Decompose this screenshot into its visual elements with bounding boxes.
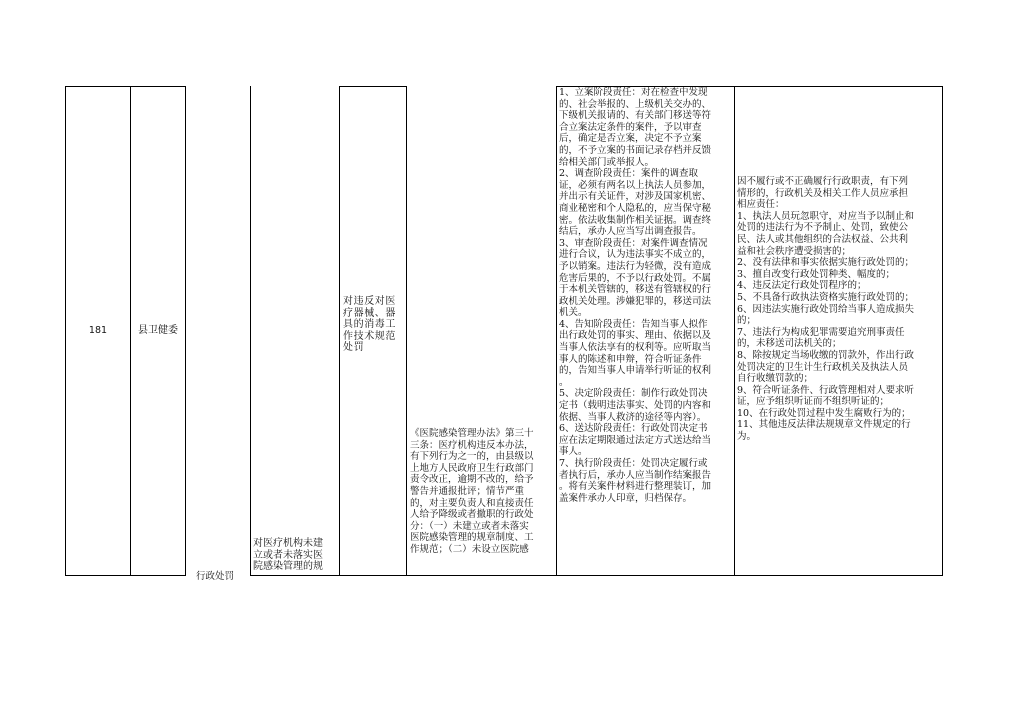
column-divider	[339, 86, 340, 576]
column-divider	[250, 86, 251, 576]
column-divider	[556, 86, 557, 576]
accountability-cell: 因不履行或不正确履行行政职责，有下列 情形的，行政机关及相关工作人员应承担 相应责任： 1、执法人员玩忽职守，对应当予以制止和 处罚的违法行为不予制止、处罚，致使公 民、法人或其他组织的合法权益、公共利 益和社会秩序遭受损害的； 2、没有法律和事实依据实施行政处罚的； 3、擅自改变行政处罚种类、幅度的； 4、违反法定行政处罚程序的； 5、不具备行政执法资格实施行政处罚的； 6、因违法实施行政处罚给当事人造成损失 的； 7、违法行为构成犯罪需要追究刑事责任 的，未移送司法机关的； 8、除按规定当场收缴的罚款外，作出行政 处罚决定的卫生计生行政机关及执法人员 自行收缴罚款的； 9、符合听证条件、行政管理相对人要求听 证，应予组织听证而不组织听证的； 10、在行政处罚过程中发生腐败行为的； 11、其他违反法律法规规章文件规定的行 为。	[737, 176, 915, 443]
column-divider	[130, 86, 131, 576]
row-number: 181	[88, 325, 108, 336]
matter-cell-primary: 对违反对医 疗器械、器 具的消毒工 作技术规范 处罚	[343, 296, 396, 354]
table-border-bottom	[65, 575, 186, 576]
matter-cell-secondary: 对医疗机构未建 立或者未落实医 院感染管理的规	[253, 538, 323, 573]
column-divider	[734, 86, 735, 576]
column-divider	[185, 86, 186, 576]
category-cell: 行政处罚	[196, 571, 235, 582]
table-border-bottom	[250, 575, 943, 576]
department-cell: 县卫健委	[138, 325, 178, 336]
table-border-top	[65, 86, 186, 87]
table-border-top	[339, 86, 407, 87]
column-divider	[406, 86, 407, 576]
responsibility-cell: 1、立案阶段责任：对在检查中发现 的、社会举报的、上级机关交办的、 下级机关报请的、有关部门移送等符 合立案法定条件的案件，予以审查 后，确定是否立案，决定不予立案 的，不予立案的书面记录存档并反馈 给相关部门或举报人。 2、调查阶段责任：案件的调查取 证，必须有两名以上执法人员参加， 并出示有关证件，对涉及国家机密、 商业秘密和个人隐私的，应当保守秘 密。依法收集制作相关证据。调查终 结后，承办人应当写出调查报告。 3、审查阶段责任：对案件调查情况 进行合议，认为违法事实不成立的， 予以销案。违法行为轻微，没有造成 危害后果的，不予以行政处罚。不属 于本机关管辖的，移送有管辖权的行 政机关处理。涉嫌犯罪的，移送司法 机关。 4、告知阶段责任：告知当事人拟作 出行政处罚的事实、理由、依据以及 当事人依法享有的权利等。应听取当 事人的陈述和申辩，符合听证条件 的，告知当事人申请举行听证的权利 。 5、决定阶段责任：制作行政处罚决 定书（载明违法事实、处罚的内容和 依据、当事人救济的途径等内容）。 6、送达阶段责任：行政处罚决定书 应在法定期限通过法定方式送达给当 事人。 7、执行阶段责任：处罚决定履行或 者执行后，承办人应当制作结案报告 。将有关案件材料进行整理装订，加 盖案件承办人印章，归档保存。	[559, 87, 712, 504]
column-divider	[942, 86, 943, 576]
legal-basis-cell: 《医院感染管理办法》第三十 三条：医疗机构违反本办法， 有下列行为之一的，由县级以 上地方人民政府卫生行政部门 责令改正，逾期不改的，给予 警告并通报批评；情节严重 的，对主要负责人和直接责任 人给予降级或者撤职的行政处 分：（一）未建立或者未落实 医院感染管理的规章制度、工 作规范；（二）未设立医院感	[410, 428, 534, 555]
